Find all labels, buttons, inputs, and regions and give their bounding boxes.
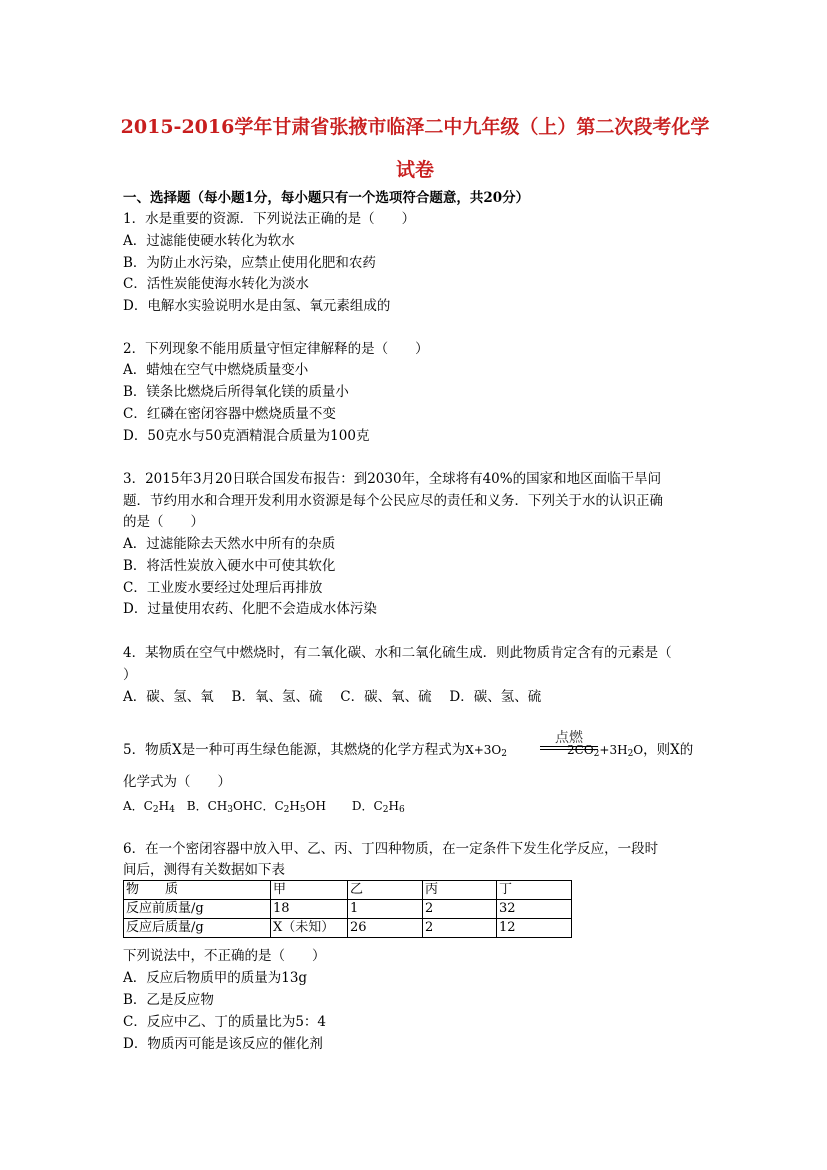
q5-stem-post: ，则X的	[643, 742, 694, 758]
table-cell: 物 质	[124, 881, 271, 900]
table-cell: 2	[423, 900, 497, 919]
q3-option-b: B．将活性炭放入硬水中可使其软化	[123, 558, 336, 574]
q6-option-c: C．反应中乙、丁的质量比为5：4	[123, 1014, 327, 1030]
table-row	[124, 919, 572, 938]
q3-stem-line2: 题．节约用水和合理开发利用水资源是每个公民应尽的责任和义务．下列关于水的认识正确	[123, 493, 663, 509]
q5-eq-right: $2CO_2+3H_2O$	[567, 743, 644, 759]
table-cell: 2	[423, 919, 497, 938]
q5-eq-left: $X+3O_2$	[465, 743, 508, 759]
q3-option-d: D．过量使用农药、化肥不会造成水体污染	[123, 601, 377, 617]
q5-stem-line1	[123, 741, 693, 763]
table-cell: X（未知）	[271, 919, 348, 938]
q2-option-c: C．红磷在密闭容器中燃烧质量不变	[123, 406, 336, 422]
q5-stem-pre: 5．物质X是一种可再生绿色能源，其燃烧的化学方程式为	[123, 742, 466, 758]
q6-stem-line1: 6．在一个密闭容器中放入甲、乙、丙、丁四种物质，在一定条件下发生化学反应，一段时	[123, 841, 659, 857]
q3-option-c: C．工业废水要经过处理后再排放	[123, 580, 323, 596]
table-row	[124, 881, 572, 900]
section-heading: 一、选择题（每小题1分，每小题只有一个选项符合题意，共20分）	[123, 190, 530, 206]
q2-option-a: A．蜡烛在空气中燃烧质量变小	[123, 362, 309, 378]
q2-option-b: B．镁条比燃烧后所得氧化镁的质量小	[123, 384, 349, 400]
table-cell: 反应前质量/g	[124, 900, 271, 919]
exam-title-line2: 试卷	[395, 159, 434, 181]
q3-option-a: A．过滤能除去天然水中所有的杂质	[123, 536, 336, 552]
table-cell: 丙	[423, 881, 497, 900]
table-cell: 18	[271, 900, 348, 919]
q2-option-d: D．50克水与50克酒精混合质量为100克	[123, 428, 370, 444]
reaction-condition-arrow	[540, 730, 598, 750]
q5-options: A．$C_2H_4$ B．$CH_3OHC$．$C_2H_5OH$ D．$C_2H_6$	[123, 799, 405, 815]
reaction-condition-label: 点燃	[555, 730, 583, 746]
table-cell: 反应后质量/g	[124, 919, 271, 938]
table-cell: 26	[348, 919, 423, 938]
table-row	[124, 900, 572, 919]
q1-option-c: C．活性炭能使海水转化为淡水	[123, 276, 309, 292]
q1-option-a: A．过滤能使硬水转化为软水	[123, 233, 295, 249]
q5-stem-line2: 化学式为（ ）	[123, 774, 231, 790]
q2-stem: 2．下列现象不能用质量守恒定律解释的是（ ）	[123, 341, 429, 357]
q4-options: A．碳、氢、氧 B．氧、氢、硫 C．碳、氧、硫 D．碳、氢、硫	[123, 689, 542, 705]
q1-stem: 1．水是重要的资源．下列说法正确的是（ ）	[123, 211, 416, 227]
q6-option-b: B．乙是反应物	[123, 992, 214, 1008]
table-cell: 乙	[348, 881, 423, 900]
table-cell: 甲	[271, 881, 348, 900]
q4-stem-line2: ）	[123, 667, 137, 683]
mass-data-table	[123, 880, 572, 938]
q3-stem-line3: 的是（ ）	[123, 514, 204, 530]
q4-stem-line1: 4．某物质在空气中燃烧时，有二氧化碳、水和二氧化硫生成．则此物质肯定含有的元素是（	[123, 645, 672, 661]
q6-after-table: 下列说法中，不正确的是（ ）	[123, 948, 326, 964]
q1-option-d: D．电解水实验说明水是由氢、氧元素组成的	[123, 298, 391, 314]
q1-option-b: B．为防止水污染，应禁止使用化肥和农药	[123, 255, 376, 271]
table-cell: 1	[348, 900, 423, 919]
table-cell: 32	[497, 900, 572, 919]
table-cell: 丁	[497, 881, 572, 900]
q6-option-a: A．反应后物质甲的质量为13g	[123, 970, 308, 986]
table-cell: 12	[497, 919, 572, 938]
exam-title-line1: 2015-2016学年甘肃省张掖市临泽二中九年级（上）第二次段考化学	[120, 116, 710, 138]
q3-stem-line1: 3．2015年3月20日联合国发布报告：到2030年，全球将有40%的国家和地区面临干旱问	[123, 471, 662, 487]
q6-option-d: D．物质丙可能是该反应的催化剂	[123, 1036, 323, 1052]
q6-stem-line2: 间后，测得有关数据如下表	[123, 862, 285, 878]
